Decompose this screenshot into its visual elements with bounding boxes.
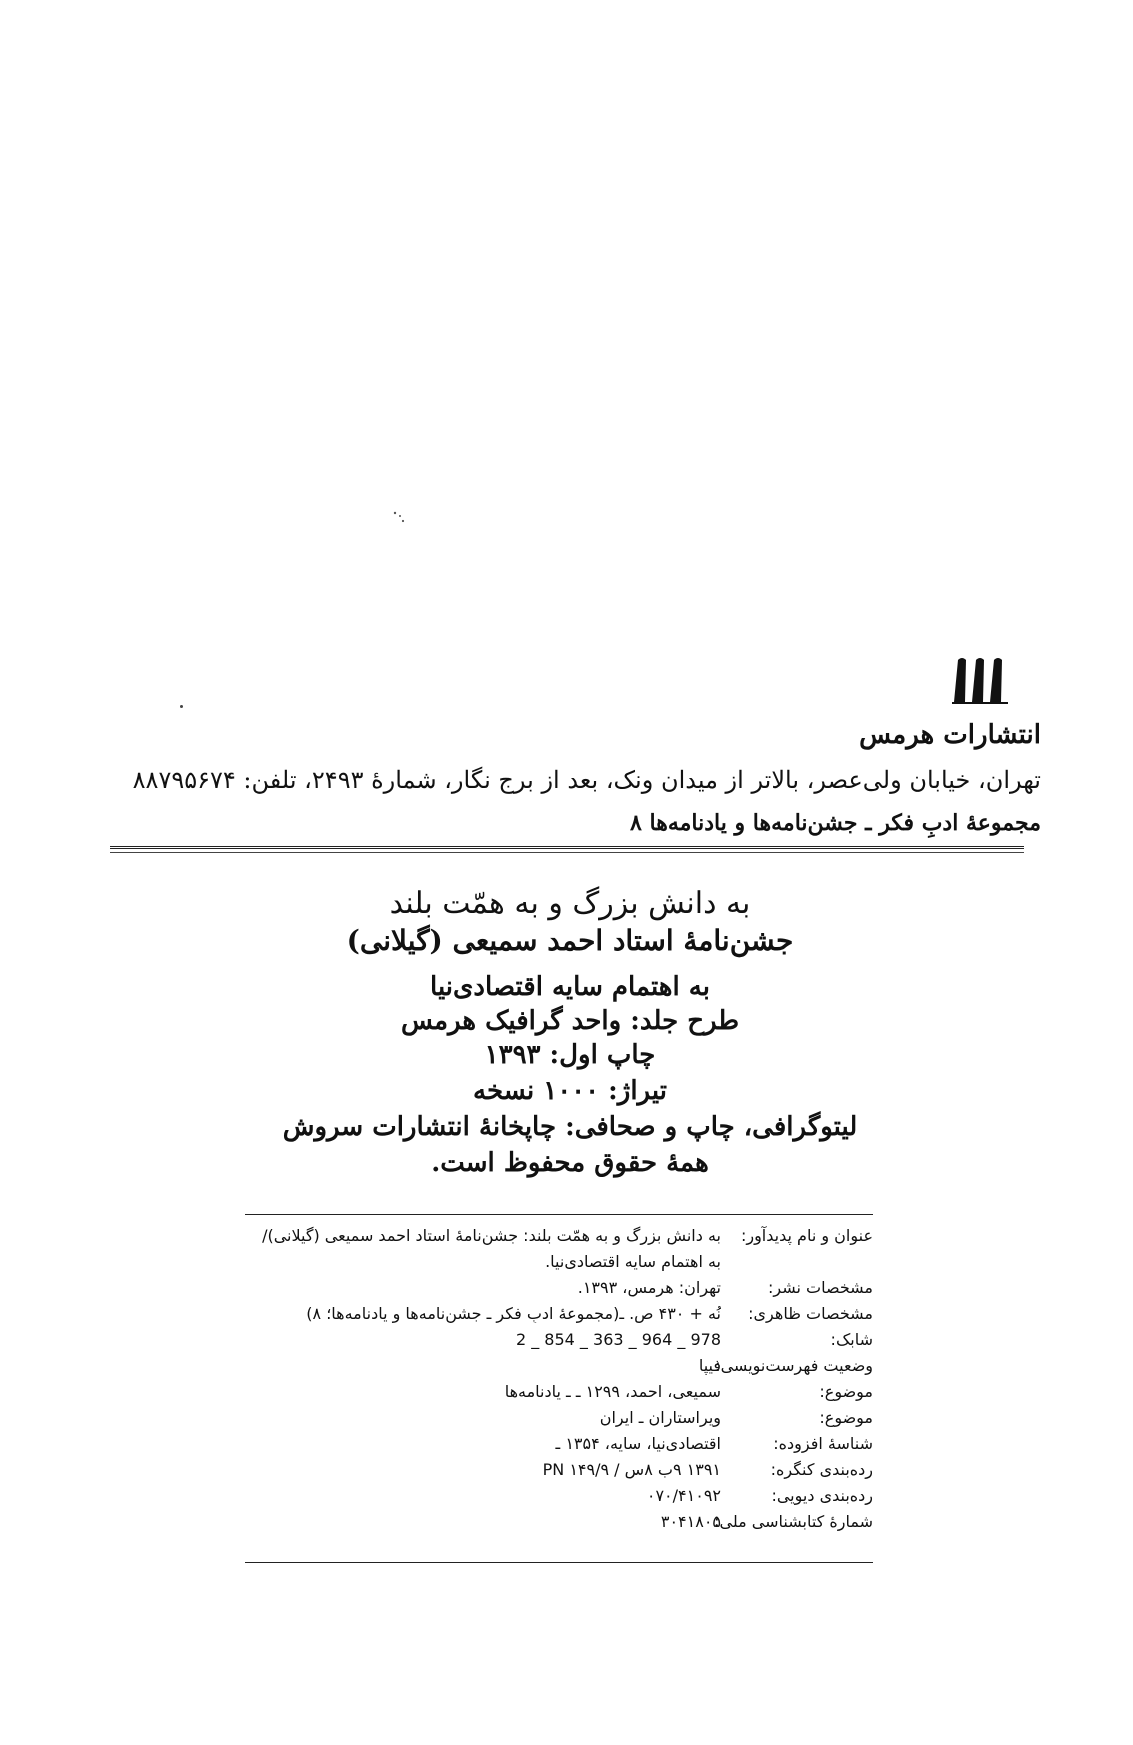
catalog-label: وضعیت فهرست‌نویسی: — [715, 1356, 873, 1375]
catalog-value: ۰۷۰/۴۱۰۹۲ — [646, 1486, 721, 1505]
catalog-row — [245, 1252, 873, 1278]
editor-line: به اهتمام سایه اقتصادی‌نیا — [430, 972, 710, 1002]
publisher-address: تهران، خیابان ولی‌عصر، بالاتر از میدان ونک، بعد از برج نگار، شمارهٔ ۲۴۹۳، تلفن: ۸۸۷۹۵۶۷۴ — [132, 766, 1041, 794]
catalog-value: به اهتمام سایه اقتصادی‌نیا. — [545, 1252, 721, 1271]
catalog-row — [245, 1486, 873, 1512]
catalog-value: سمیعی، احمد، ۱۲۹۹ ـ ـ یادنامه‌ها — [504, 1382, 721, 1401]
catalog-label: مشخصات نشر: — [767, 1278, 873, 1297]
print-run-line: تیراژ: ۱۰۰۰ نسخه — [473, 1076, 667, 1106]
rights-line: همهٔ حقوق محفوظ است. — [431, 1148, 709, 1178]
ink-dot — [180, 705, 183, 708]
catalog-value: به دانش بزرگ و به همّت بلند: جشن‌نامهٔ استاد احمد سمیعی (گیلانی)/ — [262, 1226, 721, 1245]
catalog-label: شمارهٔ کتابشناسی ملی: — [714, 1512, 873, 1531]
catalog-row — [245, 1460, 873, 1486]
catalog-label: رده‌بندی کنگره: — [770, 1460, 873, 1479]
book-subtitle: جشن‌نامهٔ استاد احمد سمیعی (گیلانی) — [346, 924, 794, 957]
catalog-row — [245, 1330, 873, 1356]
catalog-value: ویراستاران ـ ایران — [599, 1408, 721, 1427]
catalog-row — [245, 1356, 873, 1382]
catalog-row — [245, 1226, 873, 1252]
series-title: مجموعهٔ ادبِ فکر ـ جشن‌نامه‌ها و یادنامه‌ها ۸ — [630, 810, 1041, 836]
catalog-value: 978 _ 964 _ 363 _ 854 _ 2 — [515, 1330, 721, 1349]
catalog-label: موضوع: — [819, 1408, 873, 1427]
catalog-row — [245, 1304, 873, 1330]
cover-design-line: طرح جلد: واحد گرافیک هرمس — [400, 1006, 740, 1036]
catalog-label: مشخصات ظاهری: — [748, 1304, 873, 1323]
catalog-row — [245, 1512, 873, 1538]
printing-line: لیتوگرافی، چاپ و صحافی: چاپخانهٔ انتشارات سروش — [282, 1112, 858, 1142]
catalog-row — [245, 1382, 873, 1408]
catalog-label: عنوان و نام پدیدآور: — [740, 1226, 873, 1245]
catalog-row — [245, 1434, 873, 1460]
catalog-row — [245, 1408, 873, 1434]
catalog-value: اقتصادی‌نیا، سایه، ۱۳۵۴ ـ — [555, 1434, 721, 1453]
colophon — [200, 0, 940, 1200]
catalog-label: شابک: — [830, 1330, 873, 1349]
catalog-label: رده‌بندی دیویی: — [771, 1486, 873, 1505]
catalog-value: نُه + ۴۳۰ ص. ـ(مجموعهٔ ادبِ فکر ـ جشن‌نامه‌ها و یادنامه‌ها؛ ۸) — [306, 1304, 721, 1323]
catalog-value: ۳۰۴۱۸۰۵ — [660, 1512, 721, 1531]
catalog-label: شناسهٔ افزوده: — [773, 1434, 873, 1453]
hermes-logo-icon — [950, 654, 1010, 704]
divider — [245, 1214, 873, 1215]
edition-line: چاپ اول: ۱۳۹۳ — [484, 1040, 656, 1070]
book-title: به دانش بزرگ و به همّت بلند — [389, 886, 751, 921]
divider — [245, 1562, 873, 1563]
publisher-name: انتشارات هرمس — [859, 720, 1041, 750]
catalog-value: ۱۳۹۱ ۹ب ۸س / ۱۴۹/۹ PN — [542, 1460, 721, 1479]
catalog-row — [245, 1278, 873, 1304]
catalog-value: تهران: هرمس، ۱۳۹۳. — [577, 1278, 721, 1297]
catalog-label: موضوع: — [819, 1382, 873, 1401]
catalog-value: فیپا — [698, 1356, 721, 1375]
